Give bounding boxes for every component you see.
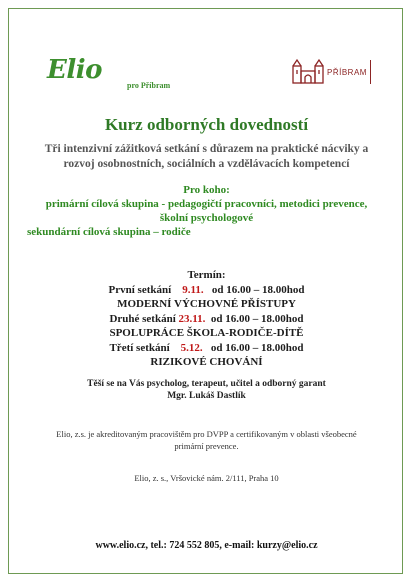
accreditation-line: primární prevence.	[174, 441, 239, 451]
invite-name: Mgr. Lukáš Dastlík	[167, 391, 246, 401]
accreditation-text	[15, 428, 398, 452]
session-row	[15, 283, 398, 298]
session-label: První setkání	[108, 283, 172, 296]
session-date: 5.12.	[180, 341, 203, 354]
schedule-heading: Termín:	[187, 269, 226, 281]
elio-logo: Elio	[47, 55, 102, 85]
pribram-crest-icon	[291, 57, 325, 85]
audience-heading: Pro koho:	[183, 184, 230, 196]
accreditation-line: Elio, z.s. je akreditovaným pracovištěm pro DVPP a certifikovaným v oblasti všeobecné	[56, 429, 357, 439]
logo-subtitle: pro Příbram	[127, 81, 171, 90]
address: Elio, z. s., Vršovické nám. 2/111, Praha 10	[134, 473, 279, 483]
session-topic: SPOLUPRÁCE ŠKOLA-RODIČE-DÍTĚ	[109, 327, 304, 339]
page-title: Kurz odborných dovedností	[104, 115, 309, 134]
session-row	[15, 312, 398, 327]
intro-line: rozvoj osobnostních, sociálních a vzdělávacích kompetencí	[63, 157, 350, 170]
session-time: od 16.00 – 18.00hod	[210, 341, 304, 354]
session-date: 23.11.	[178, 312, 206, 325]
invite-text	[15, 378, 398, 402]
pribram-wordmark: PŘÍBRAM	[327, 68, 367, 77]
audience-secondary: sekundární cílová skupina – rodiče	[27, 226, 191, 238]
session-time: od 16.00 – 18.00hod	[211, 283, 305, 296]
audience-primary-line2: školní psychologové	[159, 212, 254, 224]
intro-line: Tři intenzivní zážitková setkání s důrazem na praktické nácviky a	[44, 143, 369, 155]
session-topic: MODERNÍ VÝCHOVNÉ PŘÍSTUPY	[117, 298, 296, 310]
session-label: Druhé setkání	[109, 312, 176, 325]
audience-primary-line1: primární cílová skupina - pedagogičtí pracovníci, metodici prevence,	[45, 198, 368, 210]
invite-line: Těší se na Vás psycholog, terapeut, učitel a odborný garant	[87, 379, 326, 389]
contact-line: www.elio.cz, tel.: 724 552 805, e-mail: kurzy@elio.cz	[95, 540, 318, 551]
session-date: 9.11.	[182, 283, 204, 296]
intro-text	[15, 142, 398, 171]
session-label: Třetí setkání	[109, 341, 170, 354]
session-topic: RIZIKOVÉ CHOVÁNÍ	[150, 356, 263, 368]
schedule	[15, 268, 398, 370]
pribram-divider	[370, 60, 371, 84]
session-row	[15, 341, 398, 356]
session-time: od 16.00 – 18.00hod	[210, 312, 304, 325]
